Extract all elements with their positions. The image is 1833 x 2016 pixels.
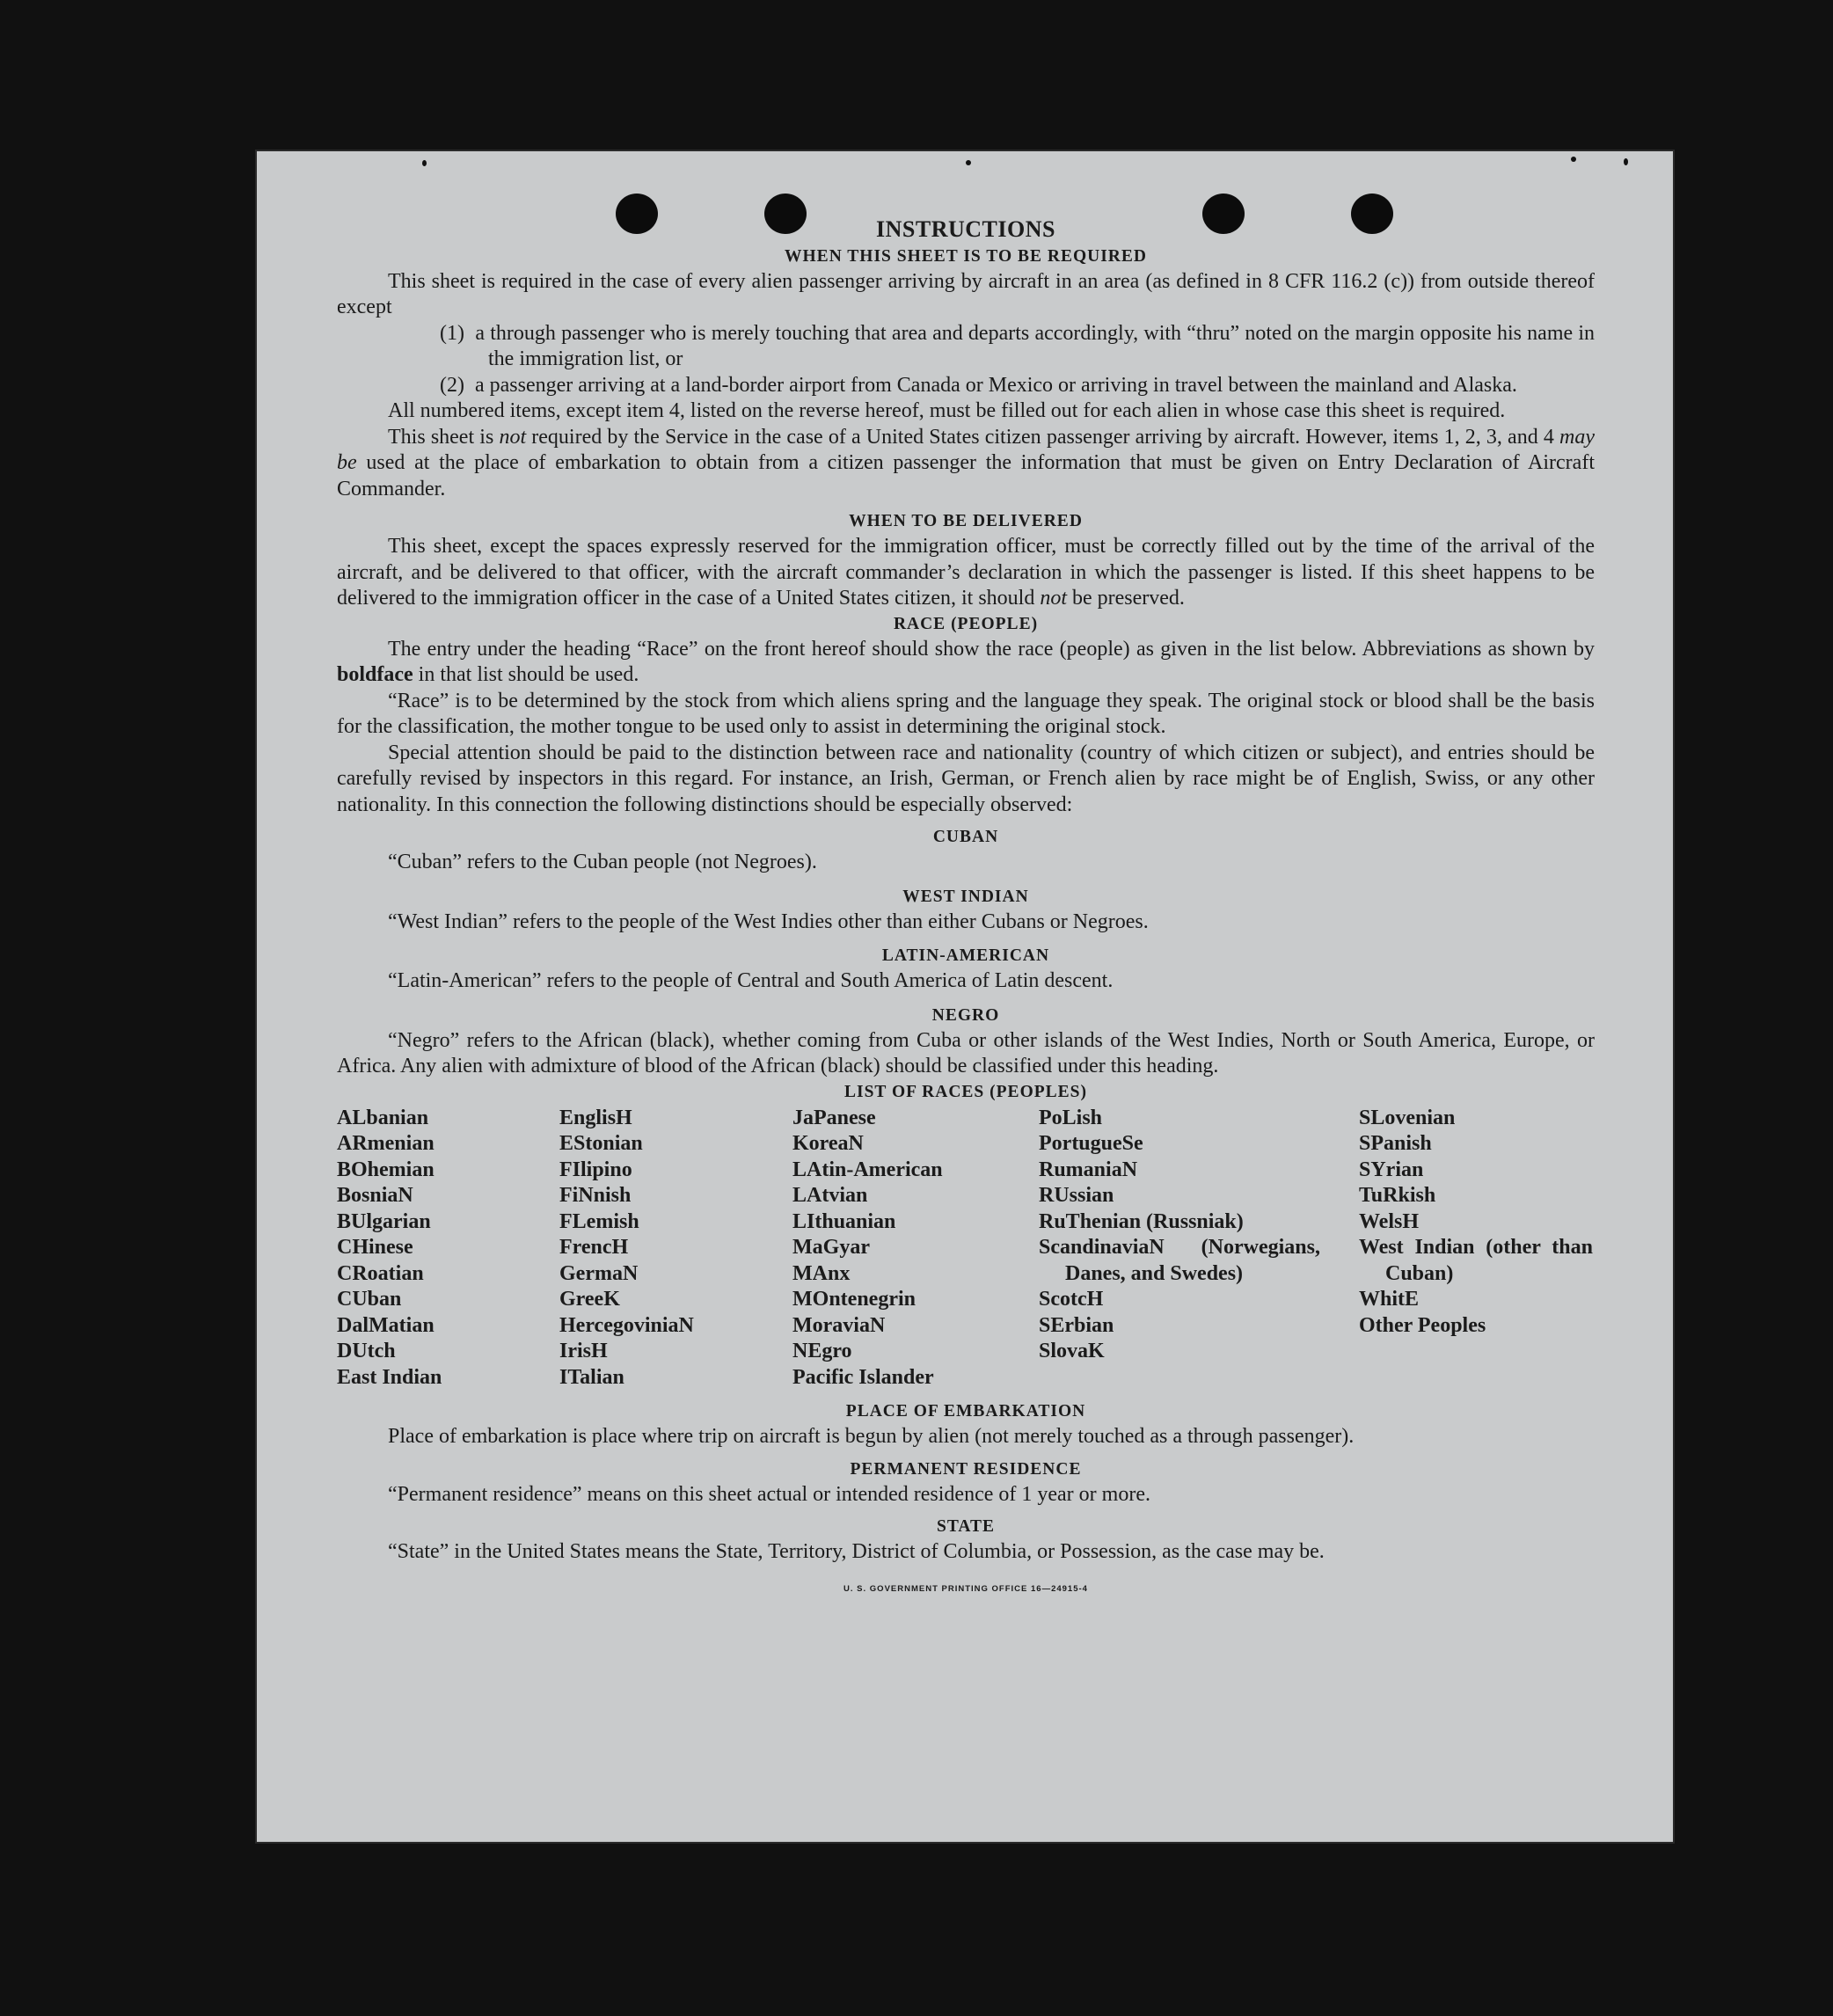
race-item: HercegoviniaN (559, 1313, 694, 1337)
west-indian-definition: “West Indian” refers to the people of the West Indies other than either Cubans or Negroes. (388, 909, 1149, 933)
race-item: Pacific Islander (792, 1365, 934, 1389)
race-item: SlovaK (1039, 1340, 1105, 1362)
race-item: EStonian (559, 1132, 643, 1155)
race-item: DUtch (337, 1340, 396, 1362)
race-item: WhitE (1359, 1288, 1420, 1311)
race-item: TuRkish (1359, 1184, 1436, 1207)
race-item: Other Peoples (1359, 1313, 1486, 1337)
heading-cuban: CUBAN (932, 828, 999, 846)
race-item: BosniaN (337, 1184, 413, 1207)
exception-item-1: (1) a through passenger who is merely touching that area and departs accordingly, with “thru” noted on the margin opposite his name in the immigration list, or (440, 321, 1596, 370)
race-item: RUssian (1039, 1184, 1114, 1207)
citizen-paragraph: This sheet is not required by the Service in the case of a United States citizen passenger arriving by aircraft. However, items 1, 2, 3, and 4 may be used at the place of embarkation to obtain from a citizen passenger the information that must be given on Entry Declaration of Aircraft Commander. (337, 425, 1595, 500)
races-column-3 (792, 1106, 1039, 1391)
instructions-body (337, 216, 1595, 1602)
race-item: PoLish (1039, 1106, 1103, 1129)
race-item: MaGyar (792, 1236, 870, 1259)
heading-state: STATE (936, 1517, 996, 1536)
race-item: FiNnish (559, 1184, 632, 1207)
race-item: EnglisH (559, 1106, 632, 1129)
races-column-2 (559, 1106, 792, 1391)
race-paragraph-3: Special attention should be paid to the distinction between race and nationality (country of which citizen or subject), and entries should be carefully revised by inspectors in this regard. For instance, an Irish, German, or French alien by race might be of English, Swiss, or any other nationality. In this connection the following distinctions should be especially observed: (337, 741, 1595, 816)
heading-negro: NEGRO (931, 1005, 1000, 1025)
race-item: IrisH (559, 1340, 608, 1362)
residence-definition: “Permanent residence” means on this sheet actual or intended residence of 1 year or more. (388, 1482, 1150, 1506)
race-item: West Indian (other than Cuban) (1359, 1236, 1593, 1285)
heading-when-required: WHEN THIS SHEET IS TO BE REQUIRED (785, 246, 1147, 266)
race-item: BOhemian (337, 1158, 435, 1181)
embarkation-definition: Place of embarkation is place where trip on aircraft is begun by alien (not merely touched as a through passenger). (388, 1425, 1355, 1448)
race-item: MOntenegrin (792, 1288, 916, 1311)
heading-permanent-residence: PERMANENT RESIDENCE (850, 1459, 1082, 1479)
heading-when-delivered: WHEN TO BE DELIVERED (849, 512, 1083, 530)
race-item: RuThenian (Russniak) (1039, 1209, 1244, 1233)
races-list (337, 1106, 1595, 1391)
race-paragraph-2: “Race” is to be determined by the stock from which aliens spring and the language they speak. The original stock or blood shall be the basis for the classification, the mother tongue to be used only to assist in determining the original stock. (337, 689, 1595, 738)
races-column-5 (1359, 1106, 1593, 1391)
race-item: SLovenian (1359, 1106, 1456, 1129)
latin-american-definition: “Latin-American” refers to the people of Central and South America of Latin descent. (388, 969, 1114, 992)
printing-office-imprint: U. S. GOVERNMENT PRINTING OFFICE 16—24915-4 (843, 1583, 1088, 1594)
race-item: CRoatian (337, 1261, 424, 1285)
race-paragraph-1: The entry under the heading “Race” on the front hereof should show the race (people) as given in the list below. Abbreviations as shown by boldface in that list should be used. (337, 637, 1595, 686)
race-item: WelsH (1359, 1209, 1420, 1233)
heading-embarkation: PLACE OF EMBARKATION (845, 1402, 1086, 1421)
race-item: RumaniaN (1039, 1158, 1138, 1181)
race-item: NEgro (792, 1340, 852, 1362)
heading-west-indian: WEST INDIAN (902, 887, 1029, 906)
race-item: ScotcH (1039, 1288, 1104, 1311)
numbered-items-paragraph: All numbered items, except item 4, listed on the reverse hereof, must be filled out for each alien in whose case this sheet is required. (388, 399, 1506, 422)
race-item: FLemish (559, 1209, 639, 1233)
race-item: SPanish (1359, 1132, 1432, 1155)
race-item: KoreaN (792, 1132, 864, 1155)
race-item: FrencH (559, 1236, 629, 1259)
race-item: GermaN (559, 1261, 639, 1285)
when-required-intro: This sheet is required in the case of every alien passenger arriving by aircraft in an area (as defined in 8 CFR 116.2 (c)) from outside thereof except (337, 269, 1595, 318)
document-sheet (255, 150, 1675, 1844)
race-item: ALbanian (337, 1106, 429, 1129)
page-title: INSTRUCTIONS (876, 216, 1055, 242)
heading-latin-american: LATIN-AMERICAN (881, 946, 1050, 965)
race-item: SErbian (1039, 1313, 1114, 1337)
race-item: LAtvian (792, 1184, 868, 1207)
race-item: LAtin-American (792, 1158, 943, 1181)
when-delivered-paragraph: This sheet, except the spaces expressly reserved for the immigration officer, must be correctly filled out by the time of the arrival of the aircraft, and be delivered to that officer, with the aircraft commander’s declaration in which the passenger is listed. If this sheet happens to be delivered to the immigration officer in the case of a United States citizen, it should not be preserved. (337, 535, 1595, 610)
heading-list-of-races: LIST OF RACES (PEOPLES) (843, 1082, 1087, 1101)
race-item: LIthuanian (792, 1209, 896, 1233)
race-item: CHinese (337, 1236, 413, 1259)
race-item: ITalian (559, 1365, 624, 1389)
race-item: CUban (337, 1288, 402, 1311)
race-item: PortugueSe (1039, 1132, 1143, 1155)
race-item: DalMatian (337, 1313, 435, 1337)
cuban-definition: “Cuban” refers to the Cuban people (not Negroes). (388, 851, 817, 873)
race-item: ARmenian (337, 1132, 435, 1155)
race-item: BUlgarian (337, 1209, 431, 1233)
state-definition: “State” in the United States means the State, Territory, District of Columbia, or Possession, as the case may be. (388, 1540, 1325, 1563)
heading-race: RACE (PEOPLE) (893, 614, 1039, 633)
race-item: MoraviaN (792, 1313, 886, 1337)
exception-item-2: (2) a passenger arriving at a land-border airport from Canada or Mexico or arriving in travel between the mainland and Alaska. (440, 373, 1517, 397)
race-item: FIlipino (559, 1158, 632, 1181)
race-item: MAnx (792, 1261, 851, 1285)
negro-definition: “Negro” refers to the African (black), whether coming from Cuba or other islands of the West Indies, North or South America, Europe, or Africa. Any alien with admixture of blood of the African (black) should be classified under this heading. (337, 1028, 1595, 1077)
races-column-1 (337, 1106, 559, 1391)
races-column-4 (1039, 1106, 1359, 1391)
race-item: ScandinaviaN (Norwegians, Danes, and Swedes) (1039, 1236, 1320, 1285)
race-item: JaPanese (792, 1106, 876, 1129)
race-item: SYrian (1359, 1158, 1424, 1181)
race-item: GreeK (559, 1288, 620, 1311)
race-item: East Indian (337, 1365, 442, 1389)
